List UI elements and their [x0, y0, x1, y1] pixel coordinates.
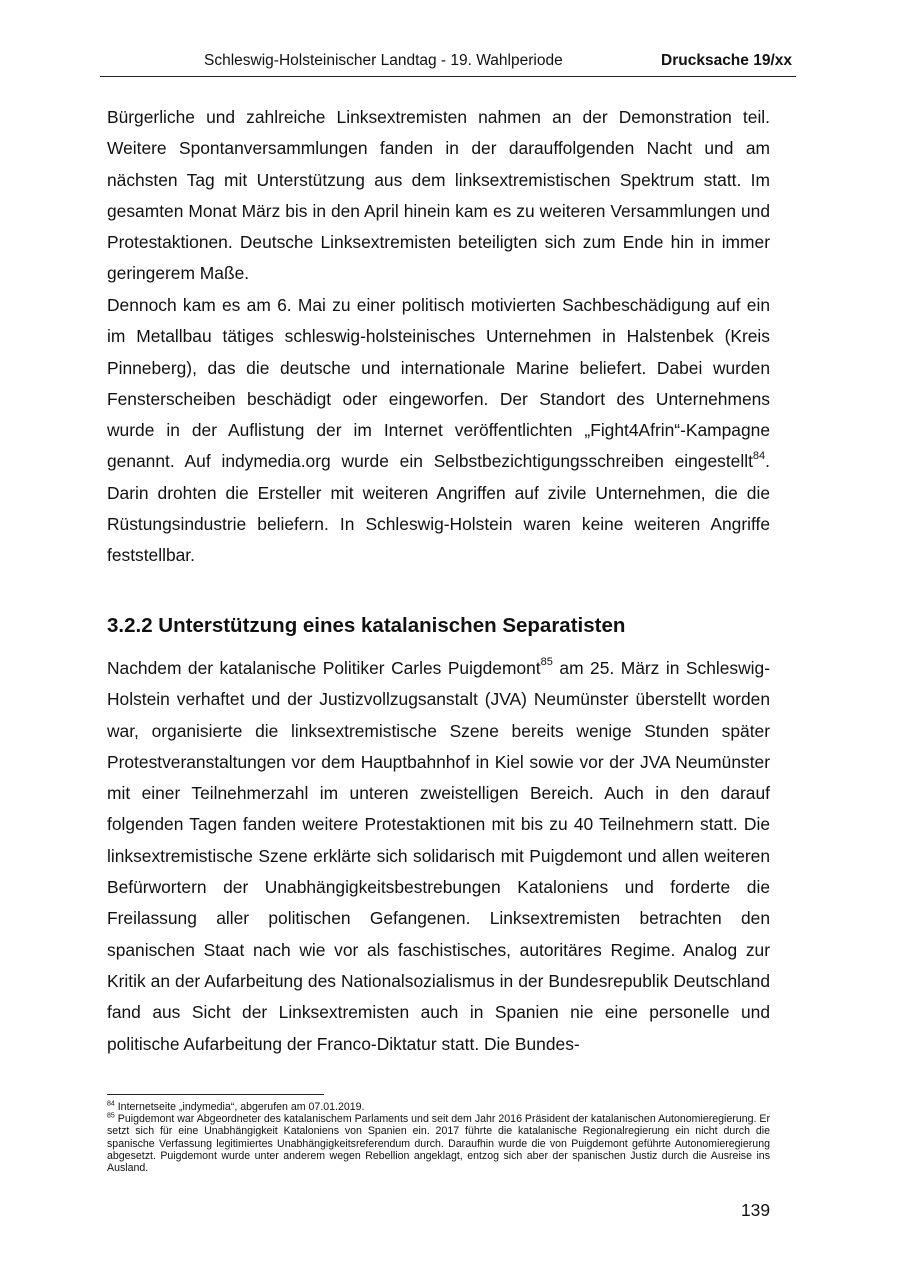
document-number: Drucksache 19/xx — [661, 52, 792, 69]
footnote-84 — [107, 1101, 770, 1113]
page-header — [100, 50, 796, 77]
page-number: 139 — [740, 1200, 770, 1220]
footnote-text: Internetseite „indymedia“, abgerufen am 07.01.2019. — [114, 1101, 365, 1113]
footnote-separator — [107, 1094, 324, 1095]
paragraph-3 — [107, 653, 770, 1060]
paragraph-2 — [107, 290, 770, 572]
footnote-number: 84 — [107, 1100, 115, 1108]
footnote-reference-84[interactable]: 84 — [752, 449, 766, 462]
paragraph-2-text-start: Dennoch kam es am 6. Mai zu einer politisch motivierten Sachbeschädigung auf ein im Metallbau tätiges schleswig-holsteinisches Unternehmen in Halstenbek (Kreis Pinneberg), das die deutsche und internationale Marine beliefert. Dabei wurden Fensterscheiben beschädigt oder eingeworfen. Der Standort des Unternehmens wurde in der Auflistung der im Internet veröffentlichten „Fight4Afrin“-Kampagne genannt. Auf indymedia.org wurde ein Selbstbezichtigungsschreiben eingestellt — [107, 295, 770, 472]
paragraph-1: Bürgerliche und zahlreiche Linksextremisten nahmen an der Demonstration teil. Weitere Spontanversammlungen fanden in der darauffolgenden Nacht und am nächsten Tag mit Unterstützung aus dem linksextremistischen Spektrum statt. Im gesamten Monat März bis in den April hinein kam es zu weiteren Versammlungen und Protestaktionen. Deutsche Linksextremisten beteiligten sich zum Ende hin in immer geringerem Maße. — [107, 107, 770, 284]
footnote-text: Puigdemont war Abgeordneter des katalanischem Parlaments und seit dem Jahr 2016 Präsident der katalanischen Autonomieregierung. Er setzt sich für eine Unabhängigkeit Kataloniens von Spanien ein. 2017 führte die katalanische Regionalregierung ein nicht durch die spanische Verfassung legitimiertes Unabhängigkeitsreferendum durch. Daraufhin wurde die von Puigdemont geführte Autonomieregierung abgesetzt. Puigdemont wurde unter anderem wegen Rebellion angeklagt, entzog sich aber der spanischen Justiz durch die Ausreise ins Ausland. — [107, 1113, 770, 1175]
paragraph-3-text-start: Nachdem der katalanische Politiker Carles Puigdemont — [107, 658, 541, 678]
paragraph-3-text-end: am 25. März in Schleswig-Holstein verhaftet und der Justizvollzugsanstalt (JVA) Neumünster überstellt worden war, organisierte die linksextremistische Szene bereits wenige Stunden später Protestveranstaltungen vor dem Hauptbahnhof in Kiel sowie vor der JVA Neumünster mit einer Teilnehmerzahl im unteren zweistelligen Bereich. Auch in den darauf folgenden Tagen fanden weitere Protestaktionen mit bis zu 40 Teilnehmern statt. Die linksextremistische Szene erklärte sich solidarisch mit Puigdemont und allen weiteren Befürwortern der Unabhängigkeitsbestrebungen Kataloniens und forderte die Freilassung aller politischen Gefangenen. Linksextremisten betrachten den spanischen Staat nach wie vor als faschistisches, autoritäres Regime. Analog zur Kritik an der Aufarbeitung des Nationalsozialismus in der Bundesrepublik Deutschland fand aus Sicht der Linksextremisten auch in Spanien nie eine personelle und politische Aufarbeitung der Franco-Diktatur statt. Die Bundes- — [107, 658, 770, 1054]
footnote-85 — [107, 1113, 770, 1174]
section-heading: 3.2.2 Unterstützung eines katalanischen Separatisten — [107, 614, 626, 637]
paragraph-2-text-end: . Darin drohten die Ersteller mit weiteren Angriffen auf zivile Unternehmen, die die Rüstungsindustrie beliefern. In Schleswig-Holstein waren keine weiteren Angriffe feststellbar. — [107, 451, 770, 566]
footnote-reference-85[interactable]: 85 — [540, 656, 553, 669]
footnote-number: 85 — [107, 1112, 115, 1120]
header-title: Schleswig-Holsteinischer Landtag - 19. Wahlperiode — [204, 52, 563, 69]
footnotes — [107, 1101, 770, 1174]
